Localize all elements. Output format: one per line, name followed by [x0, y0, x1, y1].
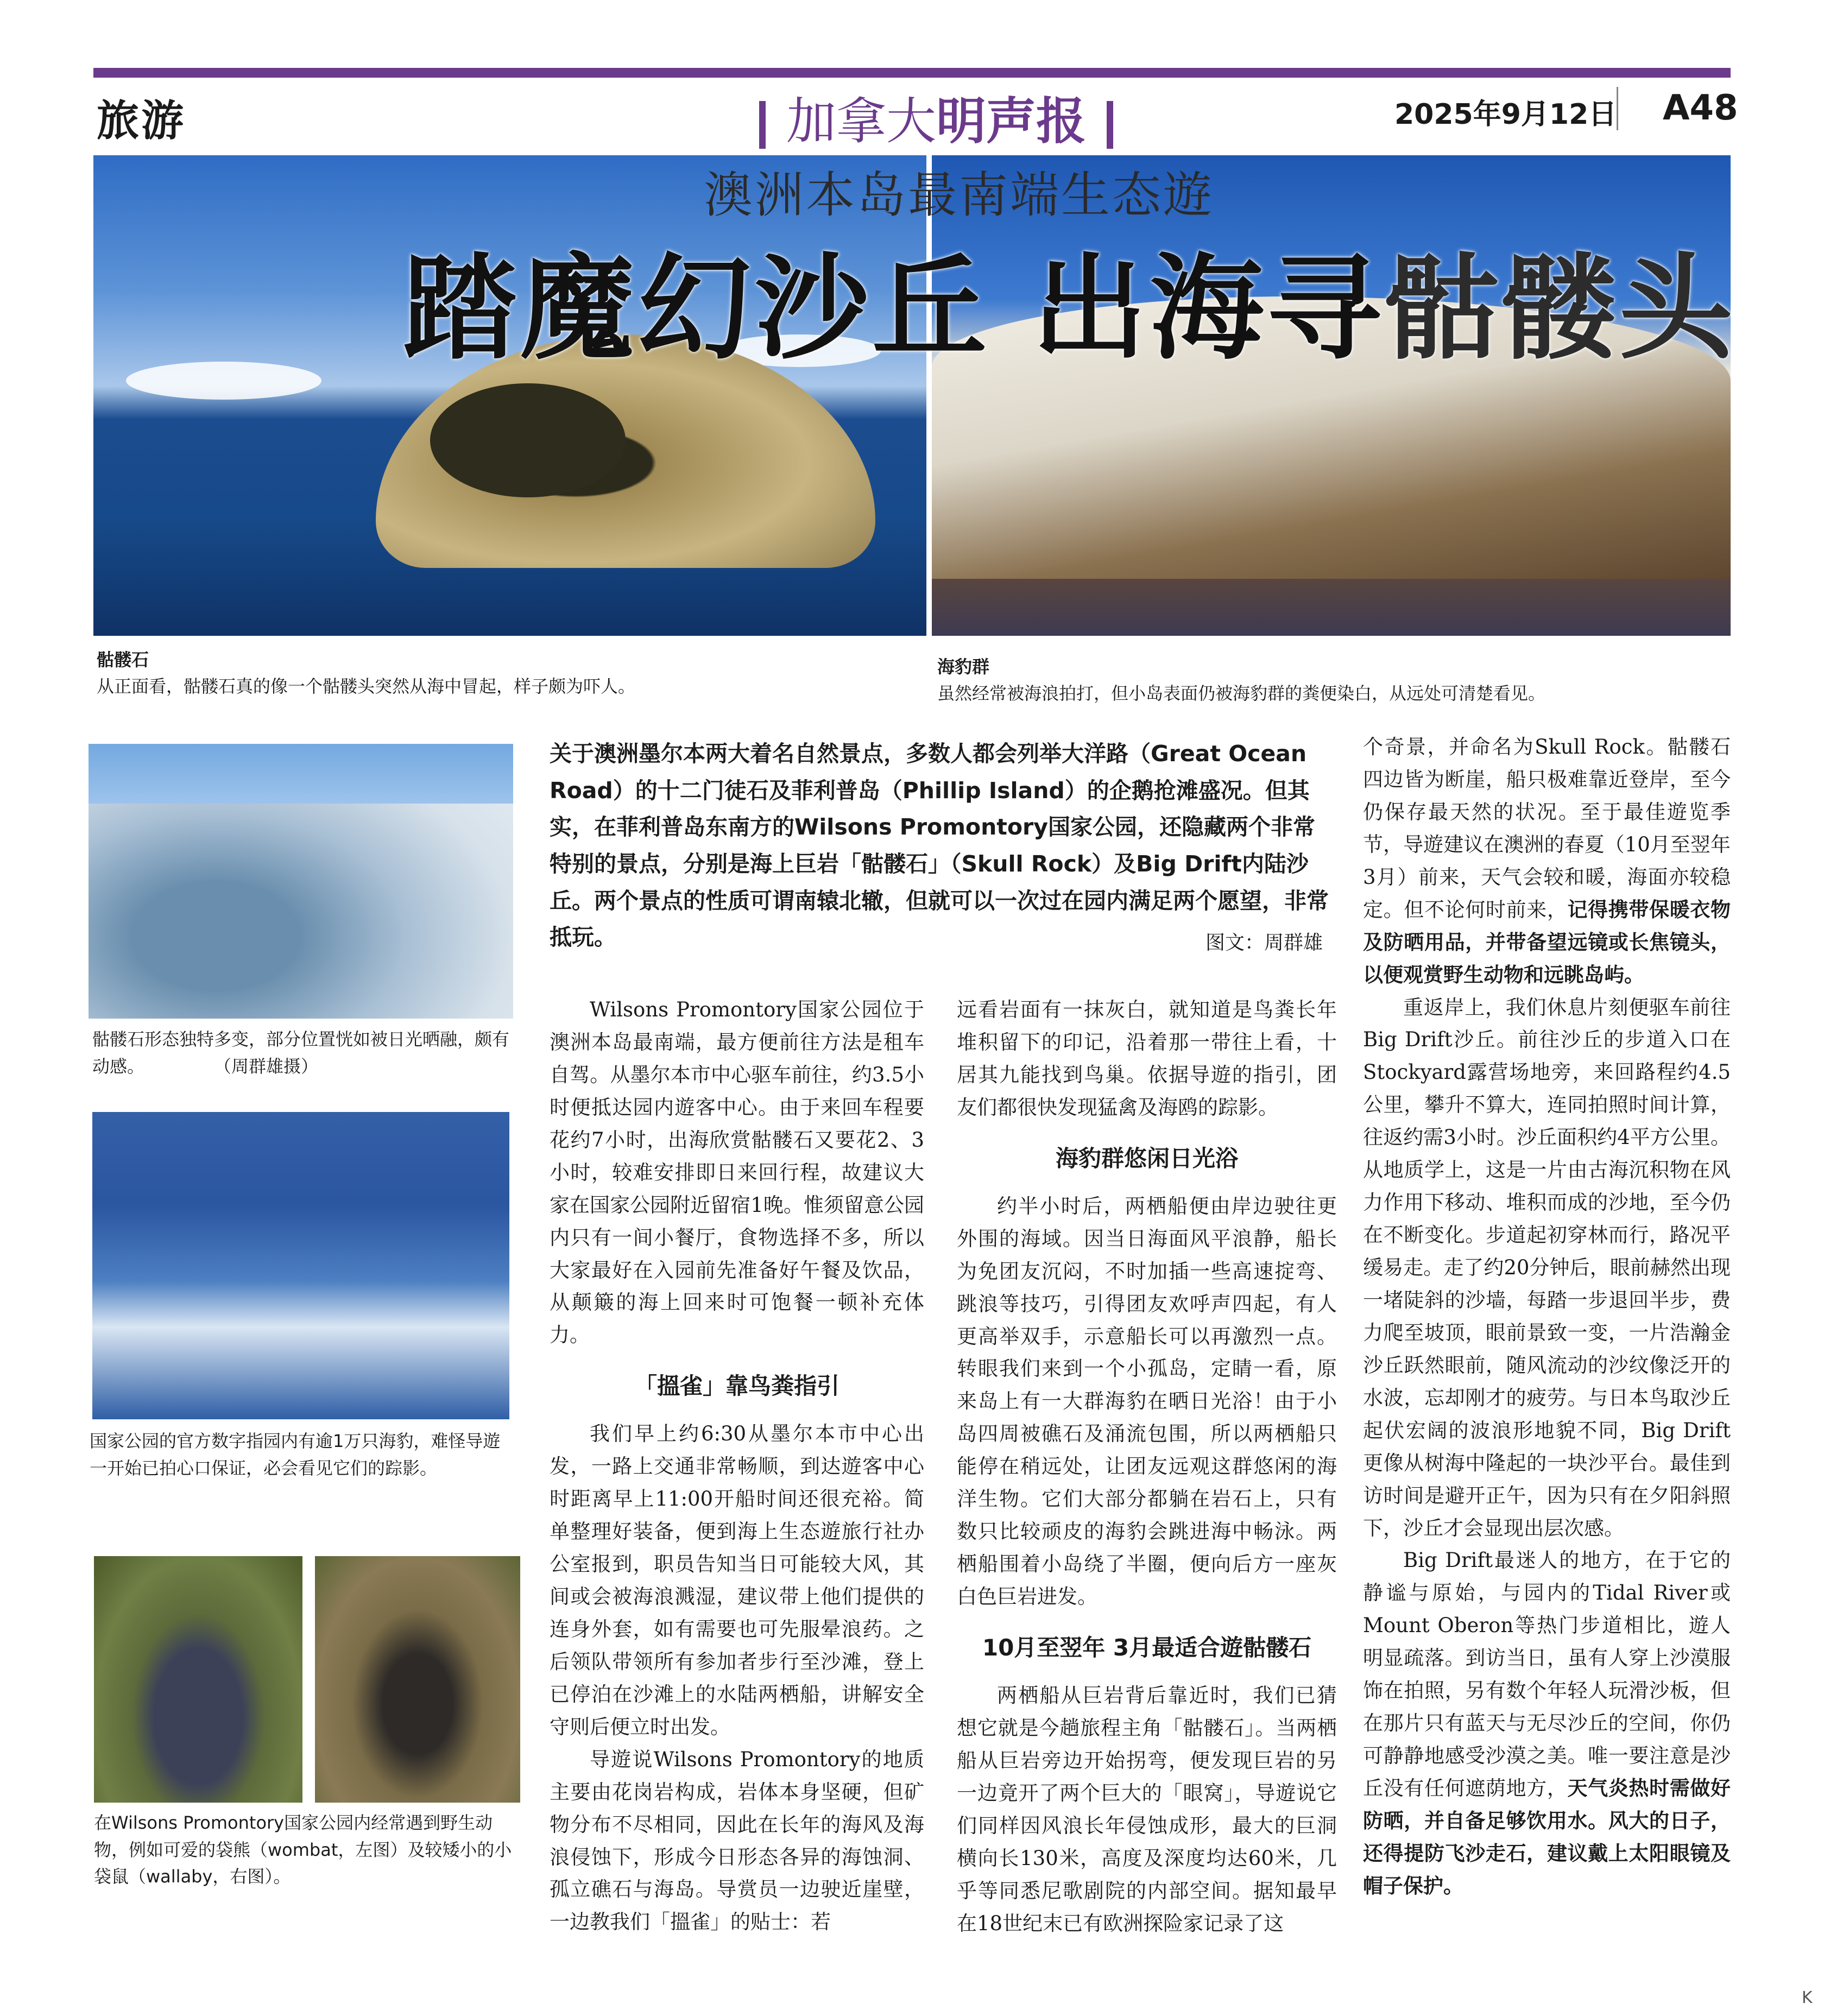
headline-subtitle: 澳洲本岛最南端生态遊: [704, 167, 1214, 224]
issue-date: 2025年9月12日: [1394, 98, 1617, 131]
masthead-bar-left: [759, 101, 766, 149]
seals-in-sea-photo: [92, 1112, 509, 1419]
body-paragraph: 约半小时后，两栖船便由岸边驶往更外围的海域。因当日海面风平浪静，船长为免团友沉闷，不时加插一些高速掟弯、跳浪等技巧，引得团友欢呼声四起，有人更高举双手，示意船长可以再激烈一点。转眼我们来到一个小孤岛，定睛一看，原来岛上有一大群海豹在晒日光浴！由于小岛四周被礁石及涌流包围，所以两栖船只能停在稍远处，让团友远观这群悠闲的海洋生物。它们大部分都躺在岩石上，只有数只比较顽皮的海豹会跳进海中畅泳。两栖船围着小岛绕了半圈，便向后方一座灰白色巨岩进发。: [957, 1194, 1337, 1609]
body-column-1: [550, 994, 924, 1938]
cloud-shape: [126, 362, 321, 400]
subheading: 「搵雀」靠鸟粪指引: [634, 1373, 840, 1400]
headline-part2: 骷髅头: [1384, 241, 1737, 375]
subheading: 海豹群悠闲日光浴: [1055, 1145, 1238, 1172]
masthead-bold: 明声报: [936, 92, 1087, 150]
caption-skull-rock: 从正面看，骷髅石真的像一个骷髅头突然从海中冒起，样子颇为吓人。: [97, 676, 636, 697]
byline: 图文：周群雄: [1206, 932, 1323, 954]
article-lead: 关于澳洲墨尔本两大着名自然景点，多数人都会列举大洋路（Great Ocean Road）的十二门徒石及菲利普岛（Phillip Island）的企鹅抢滩盛况。但其实，在菲利普岛东南方的Wilsons Promontory国家公园，还隐藏两个非常特别的景点，分别是海上巨岩「骷髅石」（Skull Rock）及Big Drift内陆沙丘。两个景点的性质可谓南辕北辙，但就可以一次过在园内满足两个愿望，非常抵玩。: [550, 741, 1329, 951]
wombat-photo: [94, 1556, 302, 1803]
body-paragraph: 远看岩面有一抹灰白，就知道是鸟粪长年堆积留下的印记，沿着那一带往上看，十居其九能找到鸟巢。依据导遊的指引，团友们都很快发现猛禽及海鸥的踪影。: [957, 998, 1337, 1119]
body-paragraph: 我们早上约6:30从墨尔本市中心出发，一路上交通非常畅顺，到达遊客中心时距离早上11:00开船时间还很充裕。简单整理好装备，便到海上生态遊旅行社办公室报到，职员告知当日可能较大风，其间或会被海浪溅湿，建议带上他们提供的连身外套，如有需要也可先服晕浪药。之后领队带领所有参加者步行至沙滩，登上已停泊在沙滩上的水陆两栖船，讲解安全守则后便立时出发。: [550, 1422, 924, 1739]
body-column-3: [1363, 731, 1731, 1903]
body-paragraph: 两栖船从巨岩背后靠近时，我们已猜想它就是今趟旅程主角「骷髅石」。当两栖船从巨岩旁边开始拐弯，便发现巨岩的另一边竟开了两个巨大的「眼窝」，导遊说它们同样因风浪长年侵蚀成形，最大的巨洞横向长130米，高度及深度均达60米，几乎等同悉尼歌剧院的内部空间。据知最早在18世纪末已有欧洲探险家记录了这: [957, 1684, 1337, 1935]
body-text: Big Drift最迷人的地方，在于它的静谧与原始，与园内的Tidal River或Mount Oberon等热门步道相比，遊人明显疏落。到访当日，虽有人穿上沙漠服饰在拍照，另有数个年轻人玩滑沙板，但在那片只有蓝天与无尽沙丘的空间，你仍可静静地感受沙漠之美。唯一要注意是沙丘没有任何遮荫地方，: [1363, 1549, 1731, 1800]
body-paragraph: 重返岸上，我们休息片刻便驱车前往Big Drift沙丘。前往沙丘的步道入口在Stockyard露营场地旁，来回路程约4.5公里，攀升不算大，连同拍照时间计算，往返约需3小时。沙丘面积约4平方公里。从地质学上，这是一片由古海沉积物在风力作用下移动、堆积而成的沙地，至今仍在不断变化。步道起初穿林而行，路况平缓易走。走了约20分钟后，眼前赫然出现一堵陡斜的沙墙，每踏一步退回半步，费力爬至坡顶，眼前景致一变，一片浩瀚金沙丘跃然眼前，随风流动的沙纹像泛开的水波，忘却刚才的疲劳。与日本鸟取沙丘起伏宏阔的波浪形地貌不同，Big Drift更像从树海中隆起的一块沙平台。最佳到访时间是避开正午，因为只有在夕阳斜照下，沙丘才会显现出层次感。: [1363, 995, 1731, 1540]
caption-seals: 虽然经常被海浪拍打，但小岛表面仍被海豹群的粪便染白，从远处可清楚看见。: [937, 683, 1546, 704]
header-rule: [93, 68, 1731, 78]
headline-title: [403, 217, 1736, 381]
caption-title-skull-rock: 骷髅石: [97, 649, 149, 670]
masthead-bar-right: [1107, 101, 1113, 149]
subheading: 10月至翌年 3月最适合遊骷髅石: [982, 1634, 1312, 1661]
headline-part1: 踏魔幻沙丘 出海寻: [403, 241, 1385, 375]
body-paragraph: [1363, 1544, 1731, 1902]
body-paragraph: [1363, 731, 1731, 991]
masthead: [739, 81, 1134, 153]
caption-title-seals: 海豹群: [937, 656, 990, 677]
caption-wildlife: 在Wilsons Promontory国家公园内经常遇到野生动物，例如可爱的袋熊（wombat，左图）及较矮小的小袋鼠（wallaby，右图）。: [94, 1812, 512, 1887]
skull-rock-cave: [430, 383, 626, 497]
corner-mark: K: [1802, 1988, 1813, 2007]
caption-rock-form: 骷髅石形态独特多变，部分位置恍如被日光晒融，颇有动感。 （周群雄摄）: [92, 1029, 510, 1077]
caption-seals-sea: 国家公园的官方数字指园内有逾1万只海豹，难怪导遊一开始已拍心口保证，必会看见它们的踪影。: [90, 1431, 501, 1478]
body-paragraph: Wilsons Promontory国家公园位于澳洲本岛最南端，最方便前往方法是租车自驾。从墨尔本市中心驱车前往，约3.5小时便抵达园内遊客中心。由于来回车程要花约7小时，出海欣赏骷髅石又要花2、3小时，较难安排即日来回行程，故建议大家在国家公园附近留宿1晚。惟须留意公园内只有一间小餐厅，食物选择不多，所以大家最好在入园前先准备好午餐及饮品，从颠簸的海上回来时可饱餐一顿补充体力。: [550, 998, 924, 1347]
body-paragraph: 导遊说Wilsons Promontory的地质主要由花岗岩构成，岩体本身坚硬，但矿物分布不尽相同，因此在长年的海风及海浪侵蚀下，形成今日形态各异的海蚀洞、孤立礁石与海岛。导赏员一边驶近崖壁，一边教我们「搵雀」的贴士：若: [550, 1747, 924, 1934]
wallaby-photo: [315, 1556, 520, 1803]
photo-sky: [89, 744, 513, 804]
rock-texture-photo: [89, 744, 513, 1019]
body-text-bold: 记得携带保暖衣物及防晒用品，并带备望远镜或长焦镜头，以便观赏野生动物和远眺岛屿。: [1363, 897, 1731, 987]
body-column-2: [957, 994, 1337, 1940]
body-text: 个奇景，并命名为Skull Rock。骷髅石四边皆为断崖，船只极难靠近登岸，至今仍保存最天然的状况。至于最佳遊览季节，导遊建议在澳洲的春夏（10月至翌年3月）前来，天气会较和暖，海面亦较稳定。但不论何时前来，: [1363, 735, 1731, 921]
section-label: 旅游: [97, 96, 186, 146]
masthead-light: 加拿大: [786, 92, 937, 150]
header-divider: [1617, 87, 1618, 130]
body-text-bold: 天气炎热时需做好防晒，并自备足够饮用水。风大的日子，还得提防飞沙走石，建议戴上太阳眼镜及帽子保护。: [1363, 1776, 1731, 1898]
page-number: A48: [1663, 88, 1738, 128]
